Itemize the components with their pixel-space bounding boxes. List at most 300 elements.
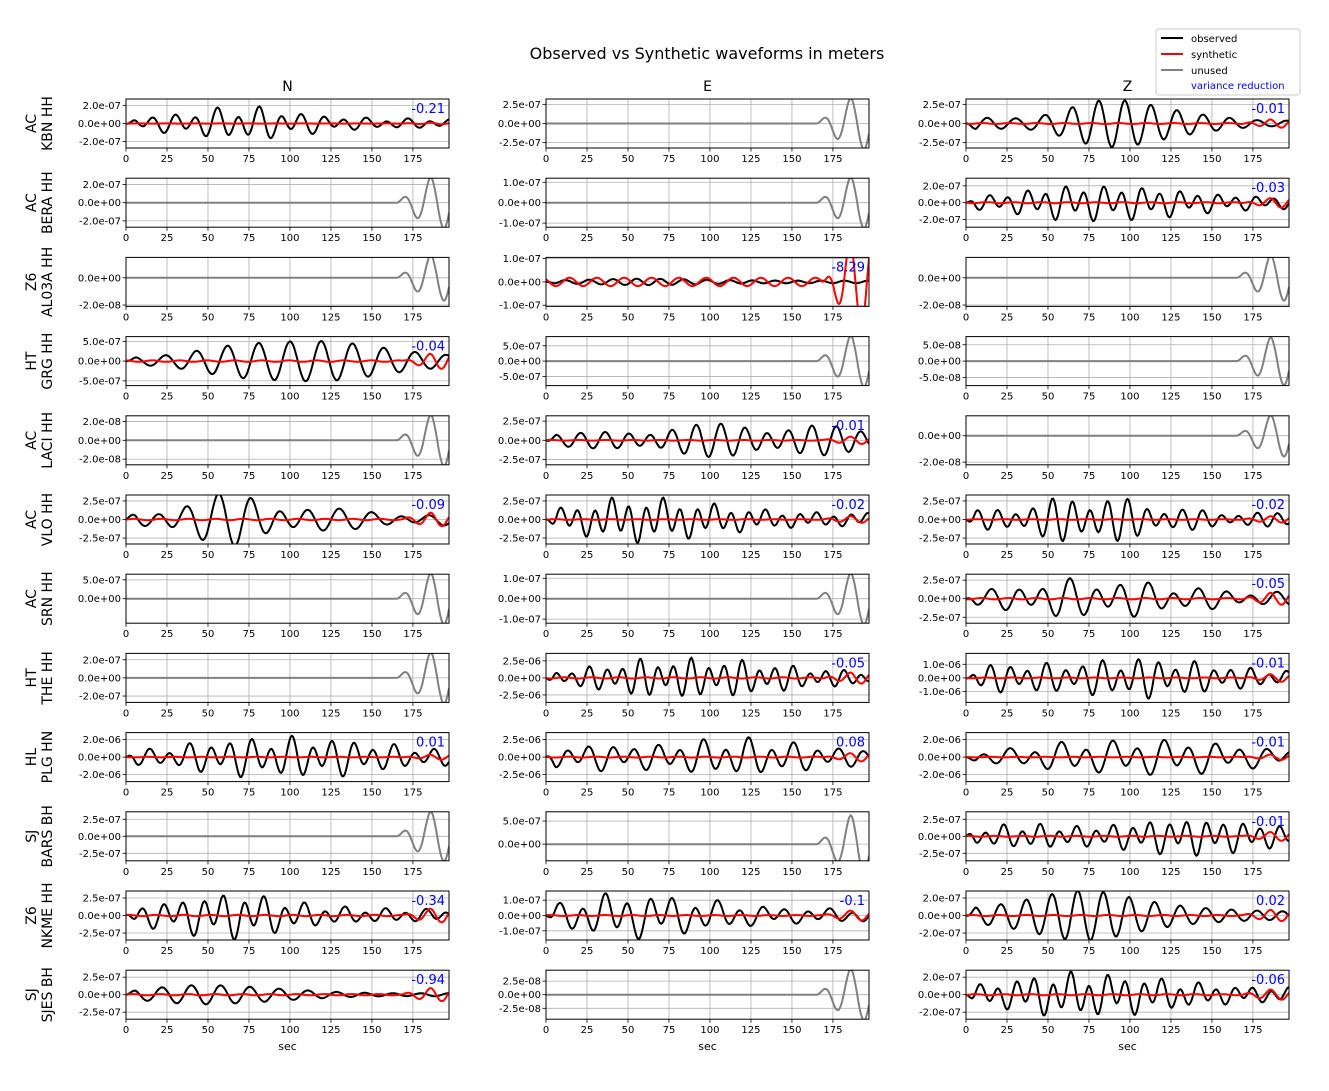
x-tick-label: 0: [122, 629, 130, 641]
y-tick-label: -2.5e-07: [919, 848, 961, 860]
x-tick-label: 75: [242, 312, 256, 324]
x-tick-label: 175: [823, 233, 843, 245]
x-tick-label: 100: [280, 550, 300, 561]
trace-group: [966, 499, 1289, 541]
x-tick-label: 0: [542, 312, 550, 324]
x-tick-label: 100: [1120, 1025, 1140, 1037]
x-tick-label: 150: [1202, 866, 1222, 878]
y-tick-label: 2.0e-07: [82, 655, 121, 667]
y-tick-label: -2.5e-07: [919, 533, 961, 545]
x-tick-label: 125: [321, 866, 341, 878]
synthetic-trace: [126, 513, 449, 527]
trace-group: [966, 659, 1289, 698]
x-axis-label: sec: [278, 1040, 297, 1054]
x-tick-label: 0: [962, 946, 970, 957]
x-tick-label: 50: [1041, 787, 1055, 799]
x-tick-label: 100: [1120, 629, 1140, 641]
x-tick-label: 50: [1041, 154, 1055, 165]
x-tick-label: 0: [122, 312, 130, 324]
x-tick-label: 0: [962, 470, 970, 482]
variance-reduction-value: -0.21: [411, 102, 445, 117]
x-tick-label: 25: [1000, 787, 1014, 799]
x-tick-label: 125: [321, 391, 341, 403]
x-tick-label: 100: [700, 1025, 720, 1037]
x-tick-label: 50: [201, 154, 215, 165]
network-code: Z6: [24, 906, 40, 925]
panel: [498, 177, 869, 244]
x-tick-label: 100: [280, 629, 300, 641]
y-tick-label: -2.5e-07: [79, 1007, 121, 1019]
x-tick-label: 150: [1202, 550, 1222, 561]
trace-group: [966, 187, 1289, 222]
y-tick-label: 2.0e-06: [922, 735, 961, 747]
x-tick-label: 25: [580, 946, 594, 957]
x-tick-label: 100: [700, 550, 720, 561]
x-tick-label: 175: [403, 787, 423, 799]
y-tick-label: -2.0e-06: [919, 770, 961, 782]
x-tick-label: 25: [1000, 470, 1014, 482]
y-tick-label: 0.0e+00: [497, 911, 541, 922]
y-tick-label: 0.0e+00: [77, 273, 121, 285]
x-tick-label: 0: [122, 708, 130, 720]
x-tick-label: 50: [201, 629, 215, 641]
y-tick-label: 0.0e+00: [497, 839, 541, 851]
y-tick-label: -2.0e-06: [79, 770, 121, 782]
x-tick-label: 0: [542, 946, 550, 957]
y-tick-label: 1.0e-07: [502, 177, 541, 189]
axes-frame: [546, 812, 869, 861]
station-code: SRN HH: [40, 571, 56, 626]
network-code: HT: [24, 351, 40, 371]
station-label: [24, 412, 56, 469]
x-tick-label: 50: [621, 312, 635, 324]
x-tick-label: 75: [242, 629, 256, 641]
x-tick-label: 125: [1161, 470, 1181, 482]
axes-frame: [966, 257, 1289, 306]
x-tick-label: 0: [542, 154, 550, 165]
panel: [498, 242, 869, 326]
y-tick-label: -2.5e-07: [79, 848, 121, 860]
panel-grid: [24, 79, 1289, 1053]
x-tick-label: 0: [962, 550, 970, 561]
x-tick-label: 75: [662, 391, 676, 403]
x-tick-label: 150: [1202, 154, 1222, 165]
x-tick-label: 175: [403, 550, 423, 561]
x-tick-label: 125: [741, 866, 761, 878]
x-axis-label: sec: [1118, 1040, 1137, 1054]
x-tick-label: 50: [621, 1025, 635, 1037]
y-tick-label: 0.0e+00: [77, 356, 121, 368]
station-label: [24, 651, 56, 705]
y-tick-label: 0.0e+00: [77, 198, 121, 210]
y-tick-label: 1.0e-06: [922, 659, 961, 671]
synthetic-trace: [966, 755, 1289, 760]
synthetic-trace: [126, 988, 449, 1001]
x-tick-label: 25: [160, 629, 174, 641]
station-code: SJES BH: [40, 967, 56, 1023]
x-tick-label: 175: [403, 946, 423, 957]
y-tick-label: 0.0e+00: [917, 273, 961, 285]
x-tick-label: 100: [700, 629, 720, 641]
variance-reduction-value: -0.01: [1251, 656, 1285, 672]
x-tick-label: 25: [580, 708, 594, 720]
variance-reduction-value: -0.02: [831, 498, 865, 513]
y-tick-label: 0.0e+00: [917, 594, 961, 606]
x-tick-label: 75: [242, 233, 256, 245]
x-tick-label: 75: [1082, 391, 1096, 403]
x-tick-label: 100: [1120, 708, 1140, 720]
x-tick-label: 125: [1161, 154, 1181, 165]
x-tick-label: 0: [542, 233, 550, 245]
x-tick-label: 175: [823, 787, 843, 799]
variance-reduction-value: -0.04: [411, 339, 445, 355]
y-tick-label: -2.5e-08: [499, 1003, 541, 1015]
variance-reduction-value: -0.01: [1251, 735, 1285, 751]
y-tick-label: 2.5e-07: [922, 814, 961, 826]
x-tick-label: 175: [823, 1025, 843, 1037]
y-tick-label: -2.5e-07: [79, 928, 121, 940]
x-tick-label: 100: [700, 154, 720, 165]
x-tick-label: 175: [403, 312, 423, 324]
x-tick-label: 150: [362, 470, 382, 482]
x-tick-label: 0: [122, 1025, 130, 1037]
y-tick-label: 0.0e+00: [77, 673, 121, 685]
y-tick-label: -2.0e-07: [919, 1007, 961, 1019]
x-tick-label: 75: [1082, 470, 1096, 482]
x-tick-label: 75: [1082, 550, 1096, 561]
x-tick-label: 150: [362, 946, 382, 957]
x-tick-label: 175: [403, 154, 423, 165]
x-tick-label: 100: [1120, 154, 1140, 165]
variance-reduction-value: -0.01: [1251, 102, 1285, 117]
x-tick-label: 175: [823, 312, 843, 324]
y-tick-label: 2.5e-07: [82, 814, 121, 826]
x-tick-label: 25: [1000, 629, 1014, 641]
x-tick-label: 25: [1000, 550, 1014, 561]
x-tick-label: 25: [160, 550, 174, 561]
legend-variance-reduction-label: variance reduction: [1191, 81, 1285, 92]
x-tick-label: 125: [1161, 866, 1181, 878]
x-tick-label: 100: [700, 233, 720, 245]
x-tick-label: 150: [782, 550, 802, 561]
panel: [498, 733, 869, 799]
network-code: AC: [24, 113, 40, 134]
panel: [78, 652, 449, 719]
y-tick-label: 0.0e+00: [917, 831, 961, 843]
station-label: [24, 805, 56, 867]
y-tick-label: 1.0e-07: [502, 895, 541, 907]
x-tick-label: 100: [700, 708, 720, 720]
panel: [78, 494, 449, 561]
y-tick-label: 5.0e-07: [502, 341, 541, 353]
x-tick-label: 100: [700, 470, 720, 482]
x-tick-label: 75: [242, 787, 256, 799]
x-tick-label: 150: [362, 312, 382, 324]
x-tick-label: 150: [362, 550, 382, 561]
x-tick-label: 50: [1041, 312, 1055, 324]
x-tick-label: 75: [662, 154, 676, 165]
trace-group: [546, 658, 869, 696]
variance-reduction-value: -0.03: [1251, 181, 1285, 197]
y-tick-label: 0.0e+00: [497, 594, 541, 606]
network-code: AC: [24, 589, 40, 609]
x-tick-label: 100: [700, 391, 720, 403]
y-tick-label: 0.0e+00: [77, 752, 121, 764]
station-label: [24, 882, 56, 948]
x-tick-label: 125: [1161, 708, 1181, 720]
network-code: AC: [24, 430, 40, 450]
network-code: HT: [24, 668, 40, 688]
x-tick-label: 50: [1041, 550, 1055, 561]
trace-group: [966, 578, 1289, 616]
legend: [1156, 29, 1300, 95]
x-tick-label: 150: [362, 154, 382, 165]
x-tick-label: 175: [403, 1025, 423, 1037]
x-tick-label: 100: [700, 787, 720, 799]
variance-reduction-value: -0.09: [411, 498, 445, 513]
x-tick-label: 50: [201, 312, 215, 324]
y-tick-label: 2.5e-07: [922, 496, 961, 508]
legend-synthetic-label: synthetic: [1191, 50, 1238, 61]
y-tick-label: 0.0e+00: [917, 990, 961, 1002]
x-tick-label: 100: [280, 1025, 300, 1037]
variance-reduction-value: -0.1: [839, 894, 865, 909]
y-tick-label: 0.0e+00: [917, 119, 961, 130]
x-tick-label: 50: [201, 708, 215, 720]
x-tick-label: 0: [122, 866, 130, 878]
x-tick-label: 75: [662, 1025, 676, 1037]
x-tick-label: 25: [580, 787, 594, 799]
x-tick-label: 150: [782, 708, 802, 720]
panel: [78, 255, 449, 323]
x-tick-label: 125: [741, 550, 761, 561]
x-tick-label: 75: [662, 866, 676, 878]
y-tick-label: -2.0e-07: [79, 137, 121, 149]
x-tick-label: 150: [362, 708, 382, 720]
y-tick-label: 2.5e-08: [502, 976, 541, 988]
x-tick-label: 0: [962, 233, 970, 245]
y-tick-label: -1.0e-07: [499, 218, 541, 230]
variance-reduction-value: 0.08: [836, 735, 865, 751]
x-tick-label: 75: [1082, 1025, 1096, 1037]
x-tick-label: 175: [403, 391, 423, 403]
x-tick-label: 150: [1202, 708, 1222, 720]
y-tick-label: 2.5e-07: [922, 575, 961, 587]
x-tick-label: 75: [662, 550, 676, 561]
y-tick-label: 2.0e-08: [82, 416, 121, 428]
network-code: AC: [24, 193, 40, 213]
x-tick-label: 100: [280, 470, 300, 482]
x-tick-label: 175: [403, 233, 423, 245]
network-code: SJ: [24, 988, 40, 1002]
x-tick-label: 150: [1202, 946, 1222, 957]
panel: [918, 812, 1289, 878]
y-tick-label: 0.0e+00: [497, 277, 541, 289]
x-tick-label: 50: [201, 787, 215, 799]
x-tick-label: 100: [280, 312, 300, 324]
y-tick-label: -2.5e-07: [79, 533, 121, 545]
variance-reduction-value: -0.05: [831, 656, 865, 672]
x-tick-label: 150: [782, 470, 802, 482]
x-tick-label: 25: [580, 629, 594, 641]
panel: [78, 573, 449, 640]
y-tick-label: -2.5e-07: [919, 138, 961, 150]
panel: [918, 891, 1289, 957]
x-tick-label: 75: [662, 233, 676, 245]
x-tick-label: 0: [542, 787, 550, 799]
column-title-n: N: [282, 79, 293, 95]
variance-reduction-value: -0.01: [1251, 814, 1285, 830]
x-tick-label: 75: [662, 312, 676, 324]
x-tick-label: 75: [242, 550, 256, 561]
panel: [498, 653, 869, 719]
y-tick-label: 2.5e-07: [502, 99, 541, 111]
y-tick-label: 0.0e+00: [497, 990, 541, 1002]
x-tick-label: 100: [1120, 866, 1140, 878]
y-tick-label: 1.0e-07: [502, 573, 541, 585]
y-tick-label: 2.0e-07: [82, 180, 121, 192]
x-tick-label: 25: [580, 550, 594, 561]
x-tick-label: 125: [741, 1025, 761, 1037]
x-tick-label: 125: [321, 470, 341, 482]
x-tick-label: 175: [823, 629, 843, 641]
x-tick-label: 125: [321, 708, 341, 720]
x-tick-label: 125: [741, 787, 761, 799]
x-tick-label: 25: [160, 866, 174, 878]
x-tick-label: 125: [321, 787, 341, 799]
x-tick-label: 25: [160, 154, 174, 165]
x-tick-label: 125: [321, 550, 341, 561]
x-tick-label: 125: [1161, 787, 1181, 799]
x-tick-label: 125: [1161, 550, 1181, 561]
legend-unused-label: unused: [1191, 66, 1228, 77]
x-tick-label: 25: [580, 233, 594, 245]
y-tick-label: 0.0e+00: [77, 515, 121, 526]
x-tick-label: 25: [1000, 312, 1014, 324]
station-code: THE HH: [40, 651, 56, 705]
x-tick-label: 125: [741, 312, 761, 324]
panel: [918, 255, 1289, 323]
y-tick-label: 5.0e-07: [502, 816, 541, 828]
y-tick-label: -2.5e-06: [499, 770, 541, 782]
y-tick-label: 2.5e-07: [82, 496, 121, 508]
x-tick-label: 75: [1082, 946, 1096, 957]
station-label: [24, 571, 56, 626]
x-tick-label: 50: [1041, 1025, 1055, 1037]
network-code: Z6: [24, 272, 40, 292]
panel: [918, 495, 1289, 561]
y-tick-label: 0.0e+00: [917, 911, 961, 922]
x-tick-label: 0: [962, 787, 970, 799]
x-tick-label: 25: [160, 708, 174, 720]
y-tick-label: 1.0e-07: [502, 254, 541, 266]
x-tick-label: 150: [362, 1025, 382, 1037]
trace-group: [126, 107, 449, 139]
x-tick-label: 125: [1161, 233, 1181, 245]
x-tick-label: 100: [700, 866, 720, 878]
station-code: KBN HH: [40, 96, 56, 151]
y-tick-label: -1.0e-07: [499, 300, 541, 312]
y-tick-label: -5.0e-07: [79, 376, 121, 388]
y-tick-label: 2.5e-06: [502, 735, 541, 747]
x-tick-label: 125: [1161, 946, 1181, 957]
y-tick-label: -2.0e-08: [79, 300, 121, 312]
x-tick-label: 0: [962, 1025, 970, 1037]
x-tick-label: 25: [160, 391, 174, 403]
y-tick-label: -2.0e-08: [919, 300, 961, 312]
x-tick-label: 50: [201, 1025, 215, 1037]
x-tick-label: 150: [1202, 629, 1222, 641]
panel: [78, 415, 449, 482]
x-tick-label: 125: [321, 629, 341, 641]
y-tick-label: -1.0e-07: [499, 614, 541, 626]
station-label: [24, 171, 56, 234]
y-tick-label: 2.5e-07: [502, 416, 541, 428]
y-tick-label: 0.0e+00: [497, 752, 541, 764]
y-tick-label: -2.0e-07: [919, 215, 961, 227]
y-tick-label: 0.0e+00: [77, 119, 121, 130]
variance-reduction-value: -0.34: [411, 894, 445, 909]
x-tick-label: 0: [122, 391, 130, 403]
x-tick-label: 175: [1243, 470, 1263, 482]
y-tick-label: 0.0e+00: [917, 752, 961, 764]
x-tick-label: 25: [580, 154, 594, 165]
column-title-e: E: [703, 79, 712, 95]
x-tick-label: 125: [321, 154, 341, 165]
panel: [498, 891, 869, 957]
x-tick-label: 50: [201, 866, 215, 878]
y-tick-label: -1.0e-06: [919, 687, 961, 699]
y-tick-label: 0.0e+00: [917, 515, 961, 526]
y-tick-label: -1.0e-07: [499, 926, 541, 938]
trace-group: [966, 822, 1289, 856]
station-code: BERA HH: [40, 171, 56, 235]
variance-reduction-value: -0.02: [1251, 498, 1285, 513]
x-tick-label: 100: [1120, 391, 1140, 403]
y-tick-label: -2.5e-06: [499, 690, 541, 702]
figure-title: Observed vs Synthetic waveforms in meters: [529, 44, 885, 63]
x-tick-label: 150: [782, 787, 802, 799]
x-tick-label: 50: [1041, 391, 1055, 403]
panel: [498, 416, 869, 482]
y-tick-label: 2.0e-06: [82, 735, 121, 747]
x-tick-label: 50: [1041, 708, 1055, 720]
x-tick-label: 75: [242, 391, 256, 403]
x-tick-label: 50: [201, 391, 215, 403]
x-tick-label: 175: [1243, 1025, 1263, 1037]
y-tick-label: 2.5e-07: [922, 99, 961, 111]
x-tick-label: 25: [1000, 708, 1014, 720]
y-tick-label: -5.0e-08: [919, 372, 961, 384]
panel: [918, 99, 1289, 165]
x-tick-label: 175: [823, 550, 843, 561]
y-tick-label: 2.0e-07: [82, 100, 121, 112]
x-tick-label: 125: [741, 391, 761, 403]
synthetic-trace: [966, 990, 1289, 1000]
x-tick-label: 175: [823, 866, 843, 878]
x-tick-label: 50: [621, 154, 635, 165]
station-label: [24, 493, 56, 546]
panel: [918, 970, 1289, 1053]
y-tick-label: 0.0e+00: [497, 119, 541, 130]
x-tick-label: 100: [280, 154, 300, 165]
observed-trace: [126, 107, 449, 139]
x-tick-label: 175: [1243, 946, 1263, 957]
x-tick-label: 75: [662, 946, 676, 957]
x-tick-label: 175: [403, 470, 423, 482]
x-tick-label: 125: [1161, 391, 1181, 403]
y-tick-label: 0.0e+00: [917, 356, 961, 368]
